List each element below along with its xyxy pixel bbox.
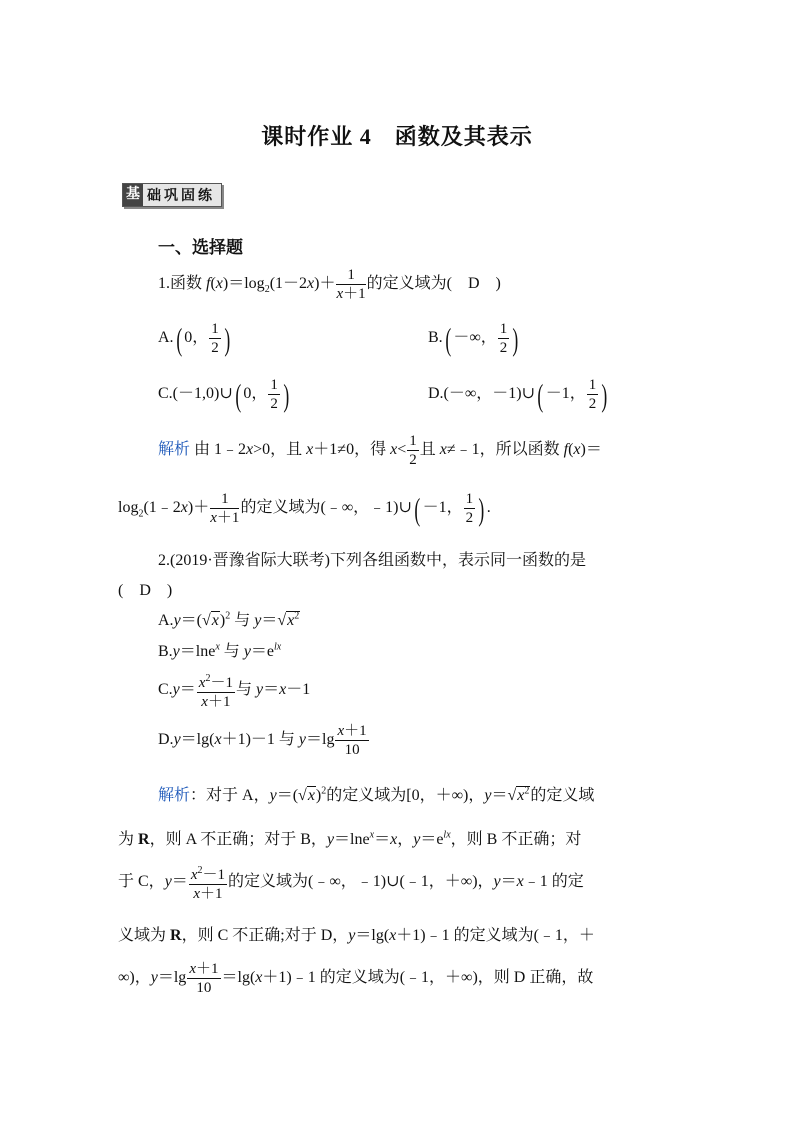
page-title: 课时作业 4 函数及其表示 [261,124,533,149]
q1-analysis-label: 解析 [158,441,191,459]
q2-option-b: B.y＝lne$^x$ 与 $y=e^{lx}$ [158,641,282,660]
q2-option-c: C.y＝ $\frac{x^2-1}{x+1}$ 与 y＝x－1 [158,670,310,711]
q2-option-d: D.y＝lg(x＋1)－1 与 y＝lg $\frac{x+1}{10}$ [158,723,367,758]
badge-first-char: 基 [123,184,143,206]
q1-option-b: B.( －∞， $\frac{1}{2}$ ) [428,320,519,357]
q1-option-d: D.(－∞，－1)∪( －1， $\frac{1}{2}$ ) [428,376,608,413]
q2-stem-line1: 2.(2019·晋豫省际大联考)下列各组函数中，表示同一函数的是 [158,552,586,569]
q1-analysis-line2: $\log_2(1﹣2x)+$ $\frac{1}{x+1}$ 的定义域为(﹣∞，﹣1)∪( －1， $\frac{1}{2}$ ) . [118,490,491,527]
q2-analysis-line1: 解析：对于 A，$y=(√x)^2$的定义域为[0，＋∞)，$y=√x^2$的定义域 [158,785,595,804]
q2-analysis-label: 解析 [158,787,191,804]
q1-option-c: C.(－1,0)∪( 0， $\frac{1}{2}$ ) [158,376,290,413]
q2-analysis-line3: 于 C，y＝ $\frac{x^2-1}{x+1}$ 的定义域为(﹣∞，﹣1)∪(﹣1，＋∞)，y＝x﹣1 的定 [118,862,584,903]
q2-stem-line2: ( D ) [118,582,173,599]
q2-analysis-line2: 为 R，则 A 不正确；对于 B，y＝lne$^x$＝x，$y=e^{lx}$，则 B 不正确；对 [118,829,582,848]
q1-option-a: A.( 0， $\frac{1}{2}$ ) [158,320,230,357]
q1-analysis-line1: 解析 由 1﹣2x>0，且 x＋1≠0，得 x< $\frac{1}{2}$ 且 x≠﹣1，所以函数 f(x)＝ [158,433,602,468]
q2-analysis-line5: ∞)，y＝lg $\frac{x+1}{10}$ ＝lg(x＋1)﹣1 的定义域为(﹣1，＋∞)，则 D 正确，故 [118,961,594,996]
section-badge [122,183,222,207]
q2-analysis-line4: 义域为 R，则 C 不正确;对于 D，y＝lg(x＋1)﹣1 的定义域为(﹣1，＋ [118,927,595,944]
section-heading: 一、选择题 [158,238,243,257]
q2-option-a: $A.y=(√x)^2$ 与 $y=√x^2$ [158,610,300,629]
badge-rest: 础巩固练 [147,189,215,204]
q1-stem: 1.函数 $f(x)=\log_2(1-2x)+$ $\frac{1}{x+1}$ 的定义域为( D ) [158,267,501,302]
